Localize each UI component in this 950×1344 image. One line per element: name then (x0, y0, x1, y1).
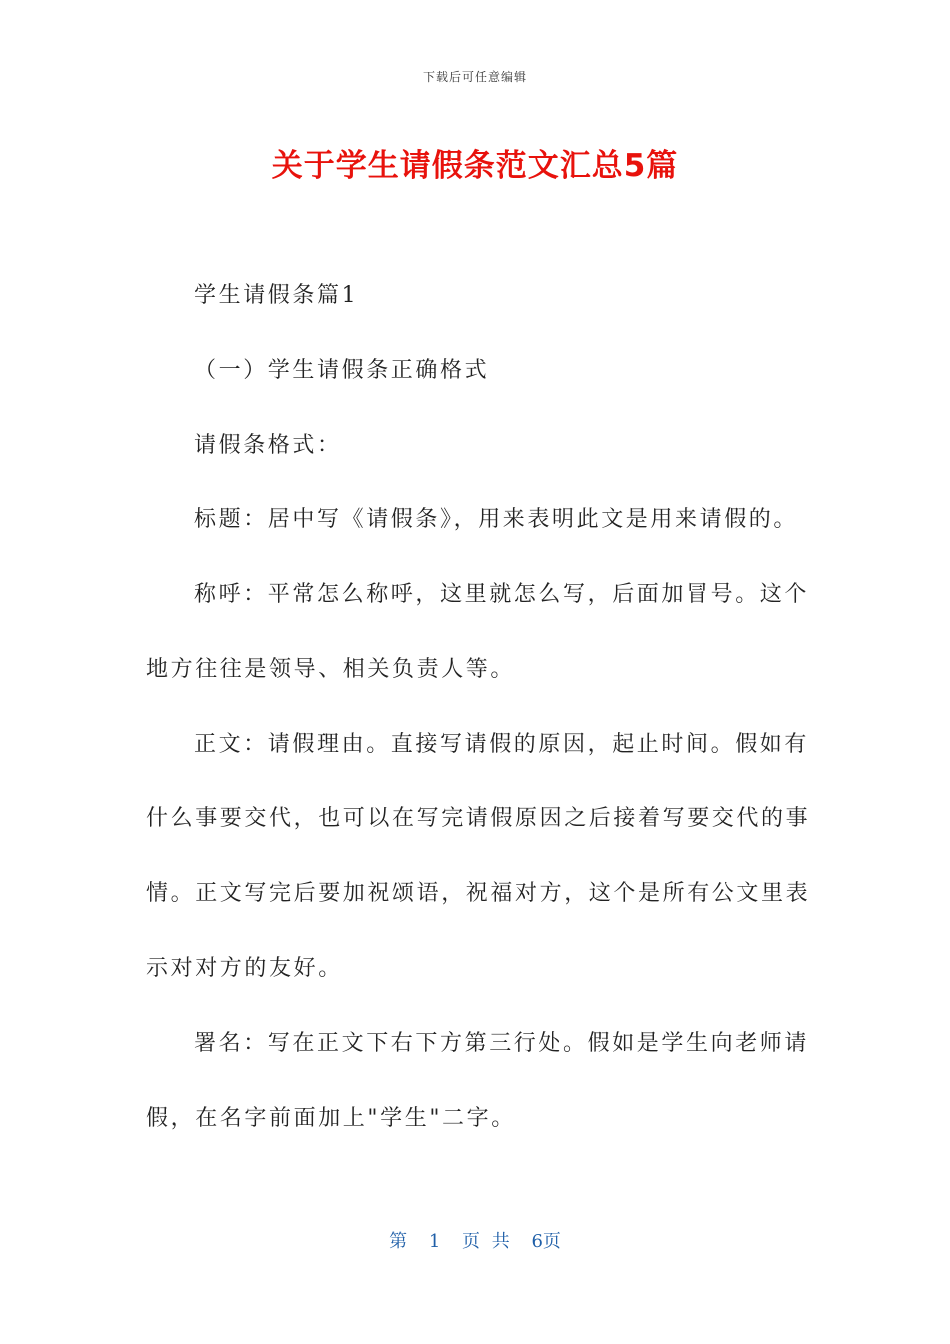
page-label-prefix: 第 (389, 1231, 408, 1252)
subsection-heading: （一）学生请假条正确格式 (194, 357, 490, 383)
document-body (146, 277, 811, 1137)
page-total: 6页 (531, 1231, 561, 1252)
paragraph-line: 标题：居中写《请假条》，用来表明此文是用来请假的。 (194, 507, 799, 533)
document-title: 关于学生请假条范文汇总5篇 (271, 148, 679, 184)
paragraph-line: 署名：写在正文下右下方第三行处。假如是学生向老师请 (194, 1030, 810, 1056)
header-note: 下载后可任意编辑 (422, 70, 527, 84)
paragraph-line: 正文：请假理由。直接写请假的原因，起止时间。假如有 (194, 731, 810, 757)
page-current: 1 (428, 1231, 441, 1252)
paragraph-line: 地方往往是领导、相关负责人等。 (146, 656, 516, 682)
section-heading: 学生请假条篇1 (194, 283, 359, 308)
page-footer (0, 1227, 950, 1253)
paragraph-line: 假，在名字前面加上"学生"二字。 (146, 1105, 516, 1131)
paragraph-line: 请假条格式： (194, 432, 342, 458)
paragraph-line: 示对对方的友好。 (146, 956, 343, 982)
paragraph-line: 情。正文写完后要加祝颂语，祝福对方，这个是所有公文里表 (146, 881, 811, 907)
page-label-mid: 页 共 (462, 1231, 510, 1252)
paragraph-line: 什么事要交代，也可以在写完请假原因之后接着写要交代的事 (146, 806, 811, 832)
paragraph-line: 称呼：平常怎么称呼，这里就怎么写，后面加冒号。这个 (194, 582, 810, 608)
